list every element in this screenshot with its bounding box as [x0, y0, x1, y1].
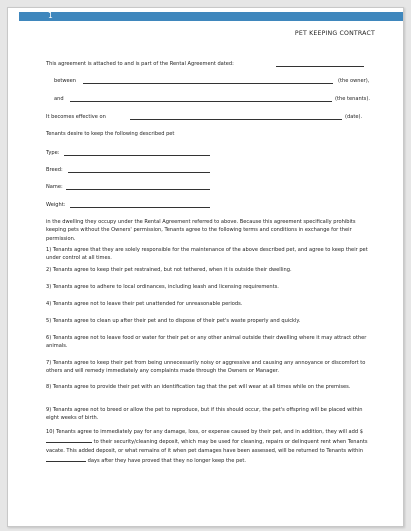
preamble-paragraph: in the dwelling they occupy under the Rental Agreement referred to above. Because this agreement specifically prohibits keeping pets without the Owners' permission, Tenants agree to the following terms and conditions in exchange for their permission.	[46, 219, 356, 242]
owner-name-field[interactable]	[83, 83, 333, 84]
clause-8: 8) Tenants agree to provide their pet with an identification tag that the pet will wear at all times while on the premises.	[46, 384, 351, 390]
pet-weight-field[interactable]	[70, 207, 210, 208]
clause-6: 6) Tenants agree not to leave food or water for their pet or any other animal outside their dwelling where it may attract other animals.	[46, 335, 367, 350]
date-suffix: (date).	[345, 114, 363, 120]
effective-date-field[interactable]	[130, 119, 342, 120]
effective-label: It becomes effective on	[46, 114, 106, 120]
clause-10	[46, 428, 368, 465]
page-marker: 1	[48, 11, 53, 20]
and-label: and	[54, 96, 64, 102]
refund-days-field[interactable]	[46, 455, 86, 462]
between-label: between	[54, 78, 77, 84]
clause-1: 1) Tenants agree that they are solely responsible for the maintenance of the above described pet, and agree to keep their pet under control at all times.	[46, 247, 368, 262]
page-header-bar	[19, 12, 403, 21]
document-title: PET KEEPING CONTRACT	[294, 30, 375, 37]
tenants-name-field[interactable]	[70, 101, 332, 102]
owner-suffix: (the owner),	[338, 78, 370, 84]
pet-breed-field[interactable]	[68, 172, 210, 173]
clause-9: 9) Tenants agree not to breed or allow the pet to reproduce, but if this should occur, the pet's offspring will be placed within eight weeks of birth.	[46, 407, 363, 422]
pet-name-field[interactable]	[66, 189, 210, 190]
pet-description-intro: Tenants desire to keep the following described pet	[46, 131, 175, 137]
clause-10-part1: 10) Tenants agree to immediately pay for any damage, loss, or expense caused by their pet, and in addition, they will add $	[46, 429, 363, 435]
clause-10-part2: to their security/cleaning deposit, which may be used for cleaning, repairs or delinquent rent when Tenants vacate. This added deposit, or what remains of it when pet damages have been assessed, will be returned to Tenants within	[46, 439, 368, 454]
pet-weight-label: Weight:	[46, 202, 66, 208]
clause-7: 7) Tenants agree to keep their pet from being unnecessarily noisy or aggressive and causing any annoyance or discomfort to others and will remedy immediately any complaints made through the Owners or Manager.	[46, 360, 366, 375]
rental-date-field[interactable]	[276, 66, 364, 67]
tenants-suffix: (the tenants).	[335, 96, 370, 102]
pet-name-label: Name:	[46, 184, 63, 190]
pet-type-label: Type:	[46, 150, 60, 156]
clause-4: 4) Tenants agree not to leave their pet unattended for unreasonable periods.	[46, 301, 243, 307]
clause-2: 2) Tenants agree to keep their pet restrained, but not tethered, when it is outside their dwelling.	[46, 267, 292, 273]
clause-5: 5) Tenants agree to clean up after their pet and to dispose of their pet's waste properly and quickly.	[46, 318, 301, 324]
clause-10-part3: days after they have proved that they no longer keep the pet.	[87, 457, 246, 464]
deposit-amount-field[interactable]	[46, 436, 92, 443]
document-page	[7, 7, 404, 527]
pet-breed-label: Breed:	[46, 167, 63, 173]
pet-type-field[interactable]	[64, 155, 210, 156]
intro-text: This agreement is attached to and is part of the Rental Agreement dated:	[46, 61, 234, 67]
clause-3: 3) Tenants agree to adhere to local ordinances, including leash and licensing requirements.	[46, 284, 279, 290]
